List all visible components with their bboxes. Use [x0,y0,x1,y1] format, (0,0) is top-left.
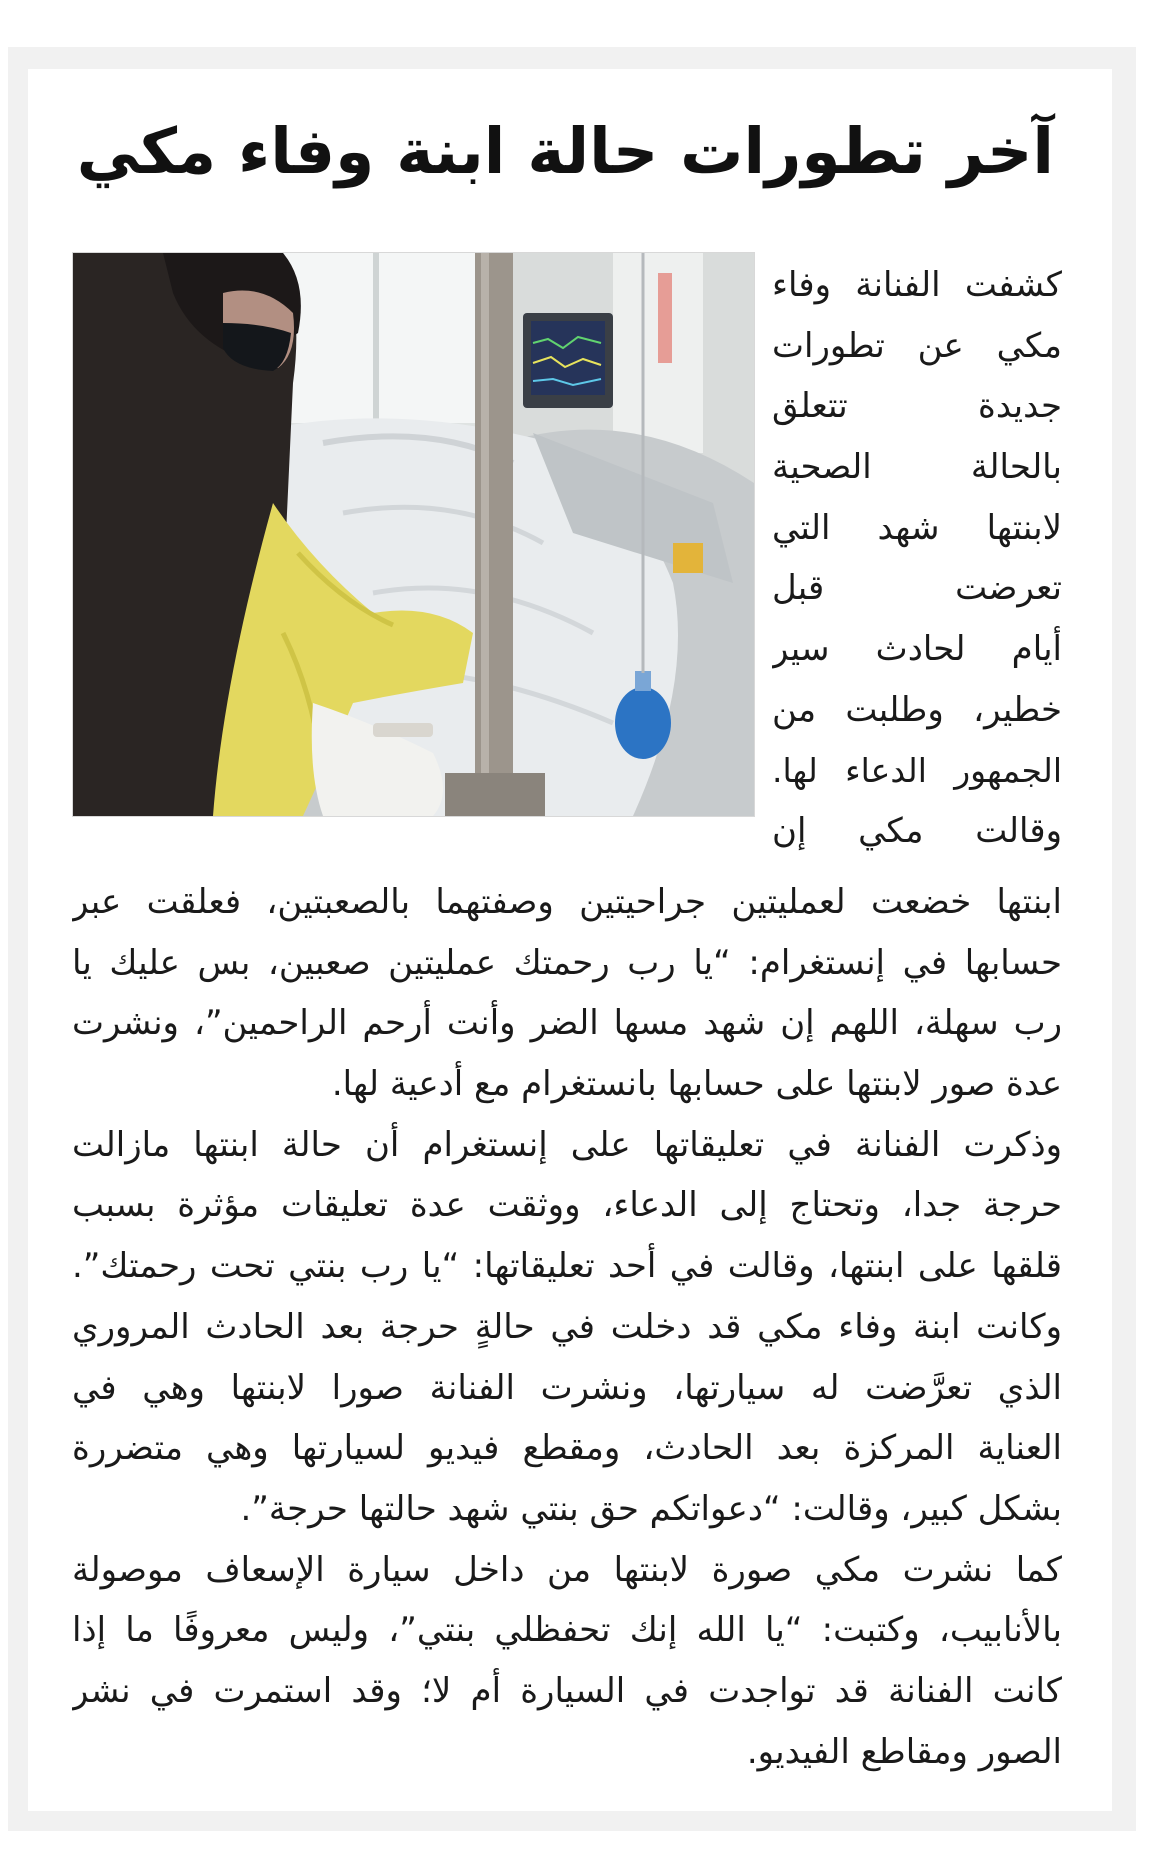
intro-line: وقالت مكي إن [772,811,1062,852]
body-line: كما نشرت مكي صورة لابنتها من داخل سيارة الإسعاف موصولة [72,1549,1062,1590]
page-frame [8,47,1136,1831]
body-line: ابنتها خضعت لعمليتين جراحيتين وصفتهما بالصعبتين، فعلقت عبر [72,882,1062,922]
body-line: بالأنابيب، وكتبت: “يا الله إنك تحفظلي بنتي”، وليس معروفًا ما إذا [72,1610,1062,1651]
body-line: بشكل كبير، وقالت: “دعواتكم حق بنتي شهد حالتها حرجة”. [240,1488,1062,1529]
intro-line: خطير، وطلبت من [772,689,1062,730]
body-line: وذكرت الفنانة في تعليقاتها على إنستغرام أن حالة ابنتها مازالت [72,1124,1062,1165]
intro-paragraph [772,255,1062,862]
body-line: حسابها في إنستغرام: “يا رب رحمتك عمليتين صعبين، بس عليك يا [72,942,1062,983]
intro-line: لابنتها شهد التي [772,507,1062,548]
body-paragraphs [72,872,1062,1782]
article-headline: آخر تطورات حالة ابنة وفاء مكي [76,115,1054,188]
body-line: رب سهلة، اللهم إن شهد مسها الضر وأنت أرحم الراحمين”، ونشرت [72,1003,1062,1044]
intro-line: كشفت الفنانة وفاء [772,265,1062,305]
body-line: حرجة جدا، وتحتاج إلى الدعاء، ووثقت عدة تعليقات مؤثرة بسبب [72,1185,1062,1226]
intro-line: تعرضت قبل [772,568,1062,609]
intro-line: جديدة تتعلق [772,386,1062,427]
intro-line: الجمهور الدعاء لها. [772,750,1062,790]
body-line: العناية المركزة بعد الحادث، ومقطع فيديو لسيارتها وهي متضررة [72,1428,1062,1469]
hospital-room-photo [73,253,754,816]
body-line: قلقها على ابنتها، وقالت في أحد تعليقاتها: “يا رب بنتي تحت رحمتك”. [72,1246,1062,1287]
body-line: الذي تعرَّضت له سيارتها، ونشرت الفنانة صورا لابنتها وهي في [72,1367,1062,1408]
article-photo [72,252,755,817]
intro-line: مكي عن تطورات [772,325,1062,366]
intro-line: بالحالة الصحية [772,447,1062,488]
body-line: الصور ومقاطع الفيديو. [746,1731,1062,1772]
article-card [28,69,1112,1811]
body-line: عدة صور لابنتها على حسابها بانستغرام مع أدعية لها. [331,1064,1062,1105]
body-line: وكانت ابنة وفاء مكي قد دخلت في حالةٍ حرجة بعد الحادث المروري [72,1306,1062,1347]
intro-line: أيام لحادث سير [772,629,1062,670]
body-line: كانت الفنانة قد تواجدت في السيارة أم لا؛ وقد استمرت في نشر [72,1670,1062,1711]
